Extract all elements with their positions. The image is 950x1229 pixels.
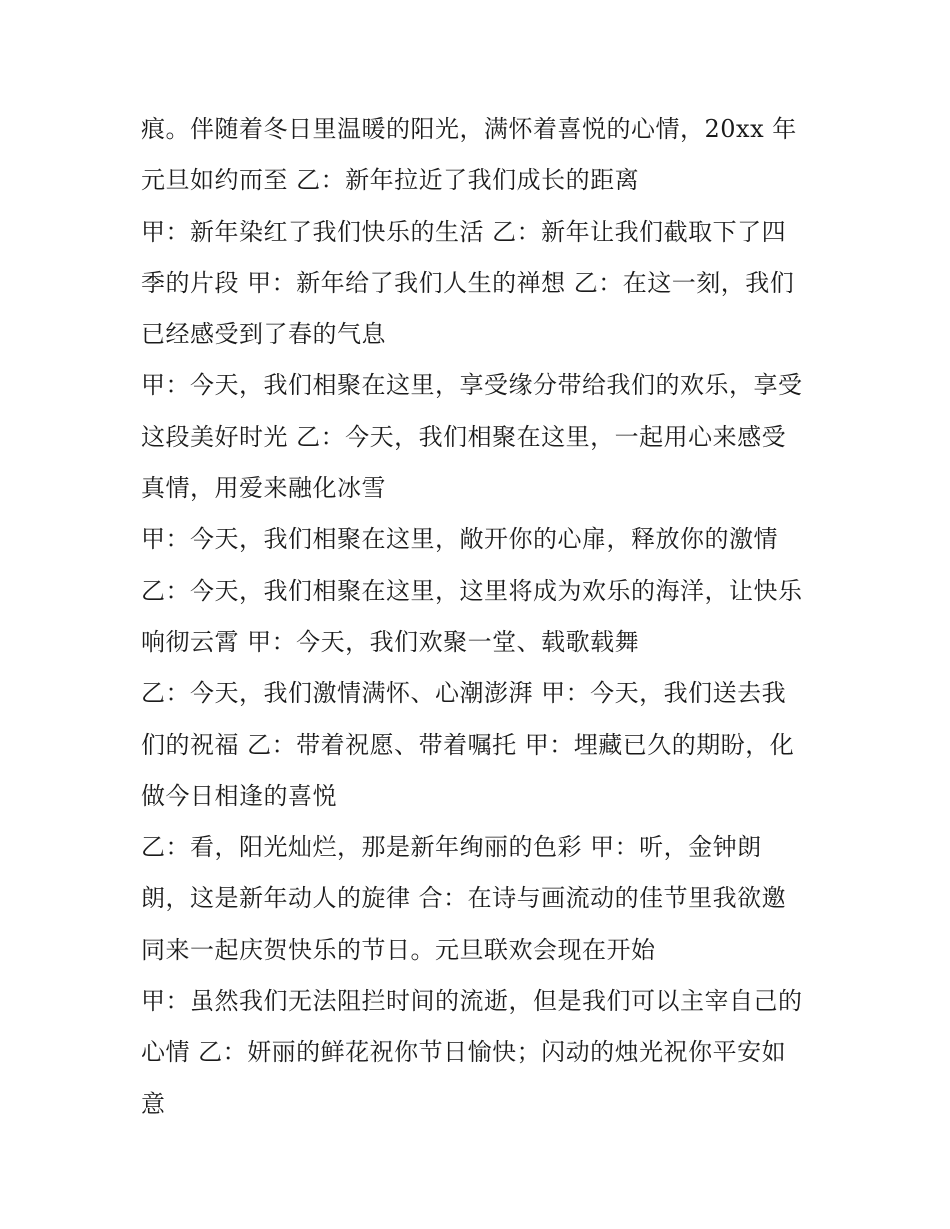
- text-line-3: 甲：新年染红了我们快乐的生活 乙：新年让我们截取下了四: [141, 217, 787, 246]
- text-line-20: 意: [141, 1089, 166, 1118]
- text-line-18: 甲：虽然我们无法阻拦时间的流逝，但是我们可以主宰自己的: [141, 987, 803, 1016]
- text-line-7: 这段美好时光 乙：今天，我们相聚在这里，一起用心来感受: [141, 422, 787, 451]
- text-line-8: 真情，用爱来融化冰雪: [141, 474, 386, 503]
- text-line-13: 们的祝福 乙：带着祝愿、带着嘱托 甲：埋藏已久的期盼，化: [141, 730, 795, 759]
- text-line-19: 心情 乙：妍丽的鲜花祝你节日愉快；闪动的烛光祝你平安如: [141, 1038, 787, 1067]
- text-line-6: 甲：今天，我们相聚在这里，享受缘分带给我们的欢乐，享受: [141, 371, 803, 400]
- text-line-12: 乙：今天，我们激情满怀、心潮澎湃 甲：今天，我们送去我: [141, 679, 787, 708]
- text-line-11: 响彻云霄 甲：今天，我们欢聚一堂、载歌载舞: [141, 627, 640, 656]
- text-line-4: 季的片段 甲：新年给了我们人生的禅想 乙：在这一刻，我们: [141, 268, 795, 297]
- text-line-17: 同来一起庆贺快乐的节日。元旦联欢会现在开始: [141, 935, 656, 964]
- text-line-14: 做今日相逢的喜悦: [141, 781, 337, 810]
- text-line-1: 痕。伴随着冬日里温暖的阳光，满怀着喜悦的心情，20xx 年: [141, 115, 797, 143]
- text-line-10: 乙：今天，我们相聚在这里，这里将成为欢乐的海洋，让快乐: [141, 576, 803, 605]
- text-line-16: 朗，这是新年动人的旋律 合：在诗与画流动的佳节里我欲邀: [141, 884, 787, 913]
- text-line-2: 元旦如约而至 乙：新年拉近了我们成长的距离: [141, 166, 640, 195]
- text-line-9: 甲：今天，我们相聚在这里，敞开你的心扉，释放你的激情: [141, 525, 778, 554]
- document-body: [141, 104, 831, 1130]
- text-line-15: 乙：看，阳光灿烂，那是新年绚丽的色彩 甲：听，金钟朗: [141, 833, 762, 862]
- text-line-5: 已经感受到了春的气息: [141, 320, 386, 349]
